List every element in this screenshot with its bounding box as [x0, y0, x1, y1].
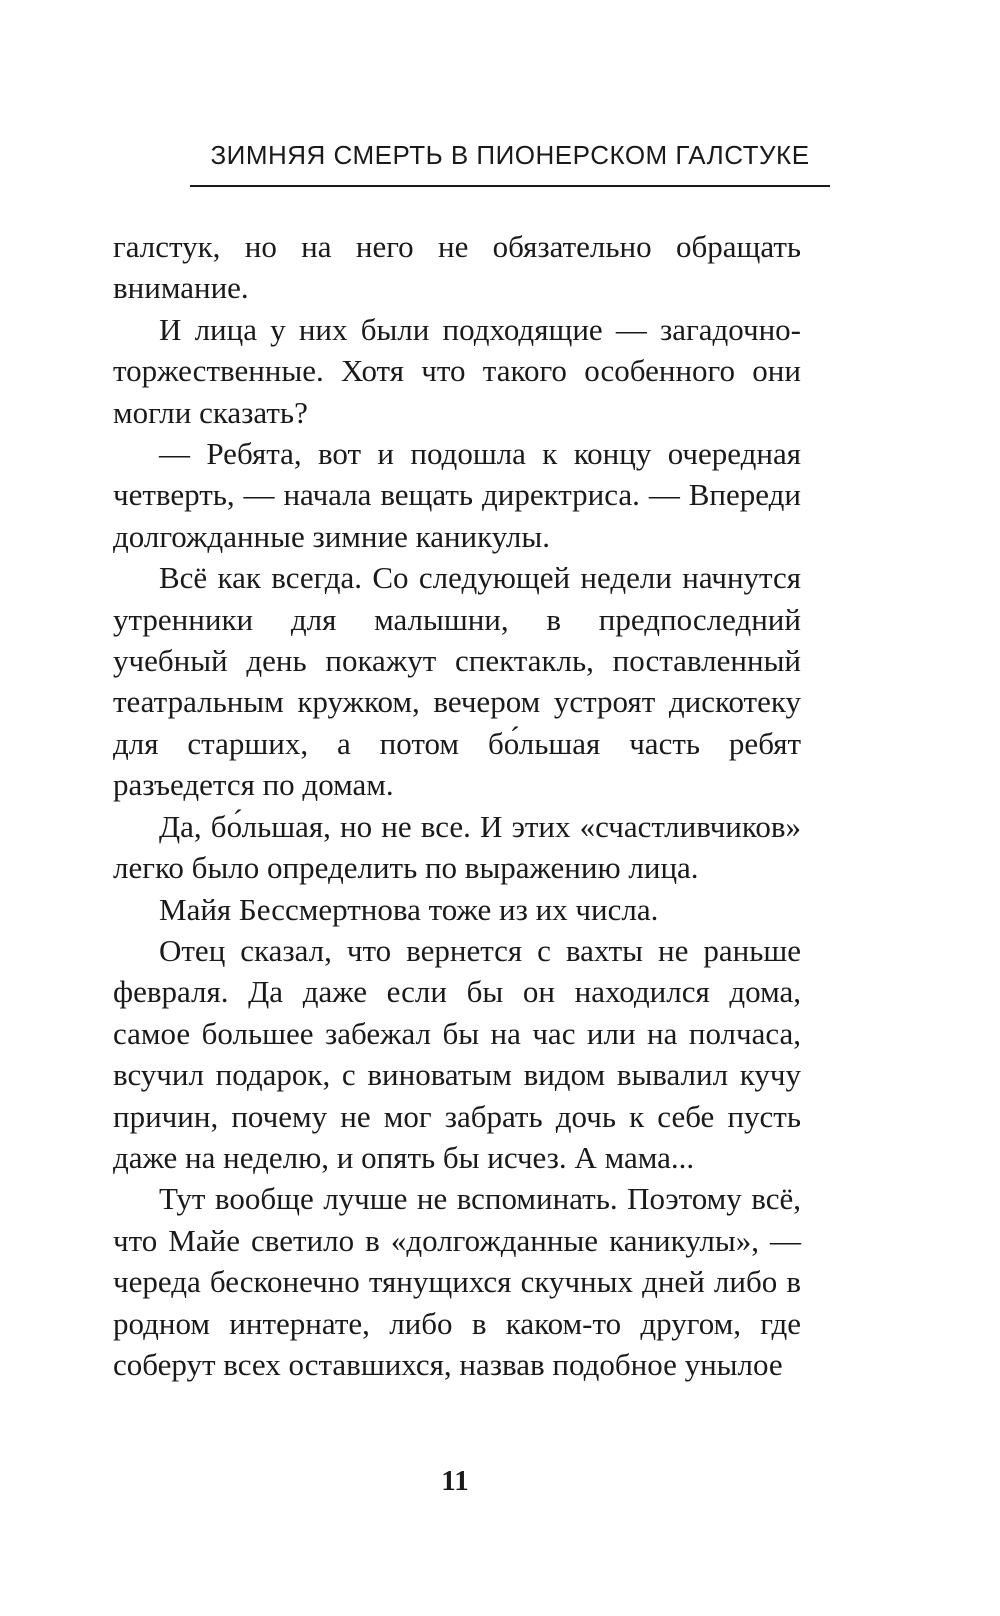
paragraph: И лица у них были подходящие — загадочно-торжественные. Хотя что такого особенного они могли сказать?: [113, 311, 801, 430]
paragraph: — Ребята, вот и подошла к концу очередная четверть, — начала вещать директриса. — Впереди долгожданные зимние каникулы.: [113, 436, 801, 554]
header-rule: [190, 185, 830, 187]
paragraph: Тут вообще лучше не вспоминать. Поэтому всё, что Майе светило в «долгожданные каникулы», — череда бесконечно тянущихся скучных дней либо в родном интернате, либо в каком-то другом, где соберут всех оставшихся, назвав подобное унылое: [113, 1181, 801, 1382]
paragraph: Майя Бессмертнова тоже из их числа.: [159, 891, 659, 927]
paragraph: Отец сказал, что вернется с вахты не раньше февраля. Да даже если бы он находился дома, самое большее забежал бы на час или на полчаса, всучил подарок, с виноватым видом вывалил кучу причин, почему не мог забрать дочь к себе пусть даже на неделю, и опять бы исчез. А мама...: [113, 932, 801, 1175]
paragraph: Да, бо́льшая, но не все. И этих «счастливчиков» легко было определить по выражению лица.: [113, 808, 801, 886]
running-head: ЗИМНЯЯ СМЕРТЬ В ПИОНЕРСКОМ ГАЛСТУКЕ: [210, 140, 810, 170]
body-text: [113, 226, 801, 1385]
page-number: 11: [441, 1465, 469, 1497]
paragraph: галстук, но на него не обязательно обращать внимание.: [113, 229, 801, 306]
paragraph: Всё как всегда. Со следующей недели начнутся утренники для малышни, в предпоследний учебный день покажут спектакль, поставленный театральным кружком, вечером устроят дискотеку для старших, а потом бо́льшая часть ребят разъедется по домам.: [113, 560, 801, 803]
